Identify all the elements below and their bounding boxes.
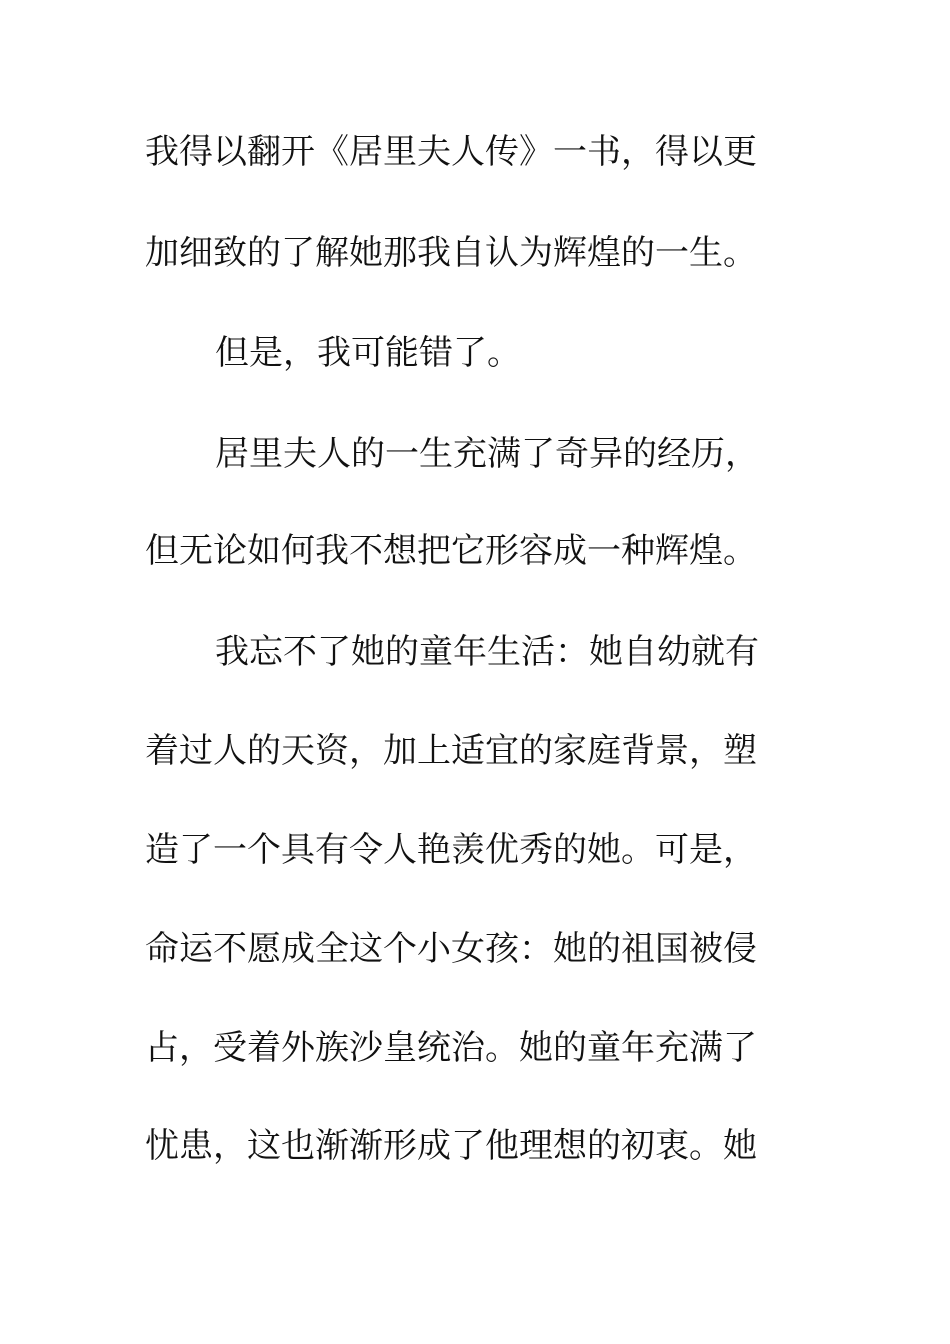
text-line-9: 命运不愿成全这个小女孩：她的祖国被侵 <box>145 929 757 969</box>
text-line-3: 但是，我可能错了。 <box>215 333 521 373</box>
text-line-8: 造了一个具有令人艳羡优秀的她。可是， <box>145 830 757 870</box>
text-line-11: 忧患，这也渐渐形成了他理想的初衷。她 <box>145 1126 757 1166</box>
text-line-6: 我忘不了她的童年生活：她自幼就有 <box>215 632 759 672</box>
text-line-10: 占，受着外族沙皇统治。她的童年充满了 <box>145 1028 757 1068</box>
text-line-4: 居里夫人的一生充满了奇异的经历， <box>215 434 759 474</box>
text-line-2: 加细致的了解她那我自认为辉煌的一生。 <box>145 233 757 273</box>
text-line-1: 我得以翻开《居里夫人传》一书，得以更 <box>145 132 757 172</box>
text-line-5: 但无论如何我不想把它形容成一种辉煌。 <box>145 531 757 571</box>
text-line-7: 着过人的天资，加上适宜的家庭背景，塑 <box>145 731 757 771</box>
